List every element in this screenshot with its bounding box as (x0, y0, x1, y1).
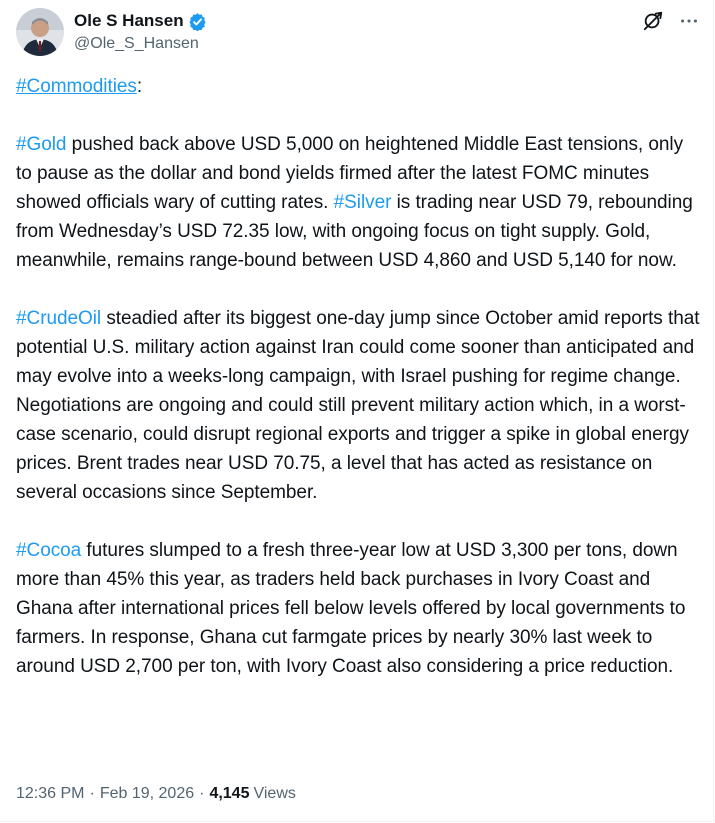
grok-icon[interactable] (642, 10, 664, 32)
views-label: Views (253, 785, 296, 802)
paragraph-crudeoil-text: steadied after its biggest one-day jump since October amid reports that potential U.S. military action against Iran could come sooner than anticipated and may evolve into a weeks-long campaign, with Israel pushing for regime change. Negotiations are ongoing and could still prevent military action which, in a worst-case scenario, could disrupt regional exports and trigger a spike in global energy prices. Brent trades near USD 70.75, a level that has acted as resistance on several occasions since September. (16, 308, 700, 503)
post-header (16, 8, 700, 58)
hashtag-commodities[interactable]: #Commodities (16, 76, 137, 97)
post-time[interactable]: 12:36 PM (16, 785, 85, 802)
author-display-name[interactable]: Ole S Hansen (74, 11, 184, 30)
paragraph-cocoa-text: futures slumped to a fresh three-year low at USD 3,300 per tons, down more than 45% this year, as traders held back purchases in Ivory Coast and Ghana after international prices fell below levels offered by local governments to farmers. In response, Ghana cut farmgate prices by nearly 30% last week to around USD 2,700 per ton, with Ivory Coast also considering a price reduction. (16, 540, 686, 677)
post-actions-top (642, 10, 700, 32)
post-meta (16, 785, 296, 803)
more-icon[interactable] (678, 10, 700, 32)
meta-separator: · (199, 785, 205, 802)
paragraph-silver-text: is trading near USD 79, rebounding from Wednesday’s USD 72.35 low, with ongoing focus on tight supply. Gold, meanwhile, remains range-bound between USD 4,860 and USD 5,140 for now. (16, 192, 693, 271)
hashtag-silver[interactable]: #Silver (333, 192, 392, 213)
hashtag-cocoa[interactable]: #Cocoa (16, 540, 82, 561)
paragraph-gold-silver (16, 130, 701, 275)
author-handle[interactable]: @Ole_S_Hansen (74, 35, 199, 52)
post-intro (16, 72, 701, 101)
views-count[interactable]: 4,145 (209, 785, 250, 802)
meta-separator: · (89, 785, 95, 802)
verified-badge-icon[interactable] (188, 12, 207, 31)
post-body (16, 72, 701, 681)
avatar[interactable] (16, 8, 64, 56)
intro-suffix: : (136, 76, 143, 97)
post-date[interactable]: Feb 19, 2026 (99, 785, 195, 802)
paragraph-cocoa (16, 536, 701, 681)
profile-photo (16, 8, 64, 56)
hashtag-crudeoil[interactable]: #CrudeOil (16, 308, 102, 329)
paragraph-crudeoil (16, 304, 701, 507)
author-names (74, 10, 207, 53)
hashtag-gold[interactable]: #Gold (16, 134, 67, 155)
paragraph-gold-text: pushed back above USD 5,000 on heightened Middle East tensions, only to pause as the dollar and bond yields firmed after the latest FOMC minutes showed officials wary of cutting rates. (16, 134, 684, 213)
